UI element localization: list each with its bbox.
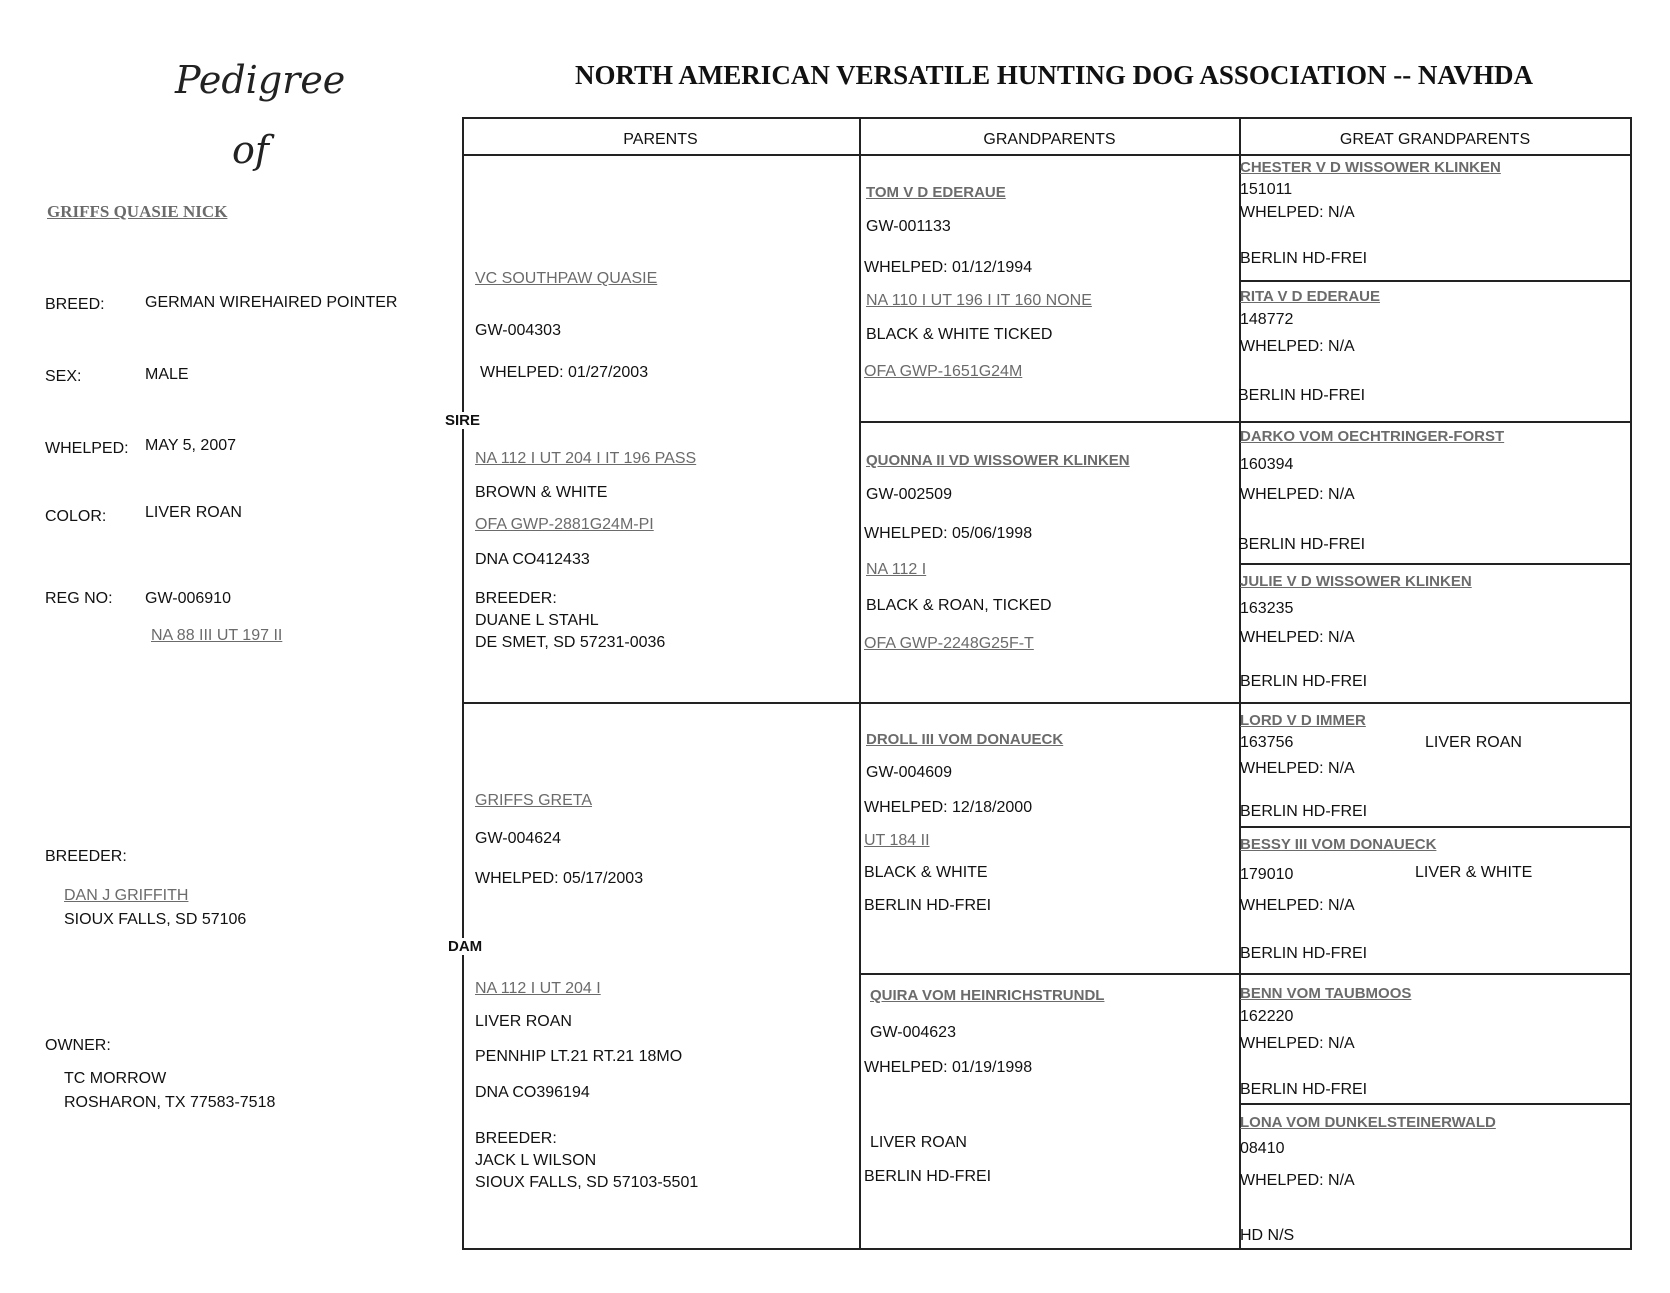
col-grandparents: GRANDPARENTS — [983, 131, 1116, 148]
sire-name[interactable]: VC SOUTHPAW QUASIE — [475, 270, 658, 287]
ggp-8-hd: HD N/S — [1240, 1227, 1295, 1244]
gp-sd-reg: GW-002509 — [866, 486, 952, 503]
gp-dd-whelped: WHELPED: 01/19/1998 — [864, 1059, 1033, 1076]
ggp-2-hd: BERLIN HD-FREI — [1238, 387, 1366, 404]
whelped-label: WHELPED: — [45, 440, 129, 457]
dog-name[interactable]: GRIFFS QUASIE NICK — [47, 202, 228, 221]
breeder-label: BREEDER: — [45, 848, 127, 865]
dam-label: DAM — [448, 938, 483, 955]
dam-breeder-label: BREEDER: — [475, 1130, 557, 1147]
gp-ss-ofa[interactable]: OFA GWP-1651G24M — [864, 363, 1023, 380]
ggp-7-name[interactable]: BENN VOM TAUBMOOS — [1240, 985, 1412, 1002]
ggp-6-color: LIVER & WHITE — [1415, 864, 1533, 881]
ggp-3-reg: 160394 — [1240, 456, 1294, 473]
sire-dna: DNA CO412433 — [475, 551, 590, 568]
ggp-1-reg: 151011 — [1240, 181, 1293, 198]
sire-tests[interactable]: NA 112 I UT 204 I IT 196 PASS — [475, 450, 697, 467]
dam-dna: DNA CO396194 — [475, 1084, 590, 1101]
ggp-3-name[interactable]: DARKO VOM OECHTRINGER-FORST — [1240, 428, 1505, 445]
ggp-2-reg: 148772 — [1240, 311, 1294, 328]
ggp-5-whelped: WHELPED: N/A — [1240, 760, 1355, 777]
reg-label: REG NO: — [45, 590, 113, 607]
breed-label: BREED: — [45, 296, 105, 313]
gp-ss-name[interactable]: TOM V D EDERAUE — [866, 184, 1006, 201]
ggp-3-whelped: WHELPED: N/A — [1240, 486, 1355, 503]
pedigree-script-title: Pedigree — [175, 58, 346, 102]
ggp-4-reg: 163235 — [1240, 600, 1294, 617]
gp-ds-name[interactable]: DROLL III VOM DONAUECK — [866, 731, 1064, 748]
sire-color: BROWN & WHITE — [475, 484, 608, 501]
ggp-5-reg: 163756 — [1240, 734, 1294, 751]
ggp-6-hd: BERLIN HD-FREI — [1240, 945, 1368, 962]
page-header: NORTH AMERICAN VERSATILE HUNTING DOG ASSOCIATION -- NAVHDA — [575, 60, 1533, 90]
dam-color: LIVER ROAN — [475, 1013, 572, 1030]
gp-sd-ofa[interactable]: OFA GWP-2248G25F-T — [864, 635, 1034, 652]
ggp-8-reg: 08410 — [1240, 1140, 1285, 1157]
dam-whelped: WHELPED: 05/17/2003 — [475, 870, 644, 887]
ggp-6-reg: 179010 — [1240, 866, 1294, 883]
gp-ss-color: BLACK & WHITE TICKED — [866, 326, 1053, 343]
ggp-6-name[interactable]: BESSY III VOM DONAUECK — [1240, 836, 1437, 853]
gp-dd-reg: GW-004623 — [870, 1024, 956, 1041]
ggp-6-whelped: WHELPED: N/A — [1240, 897, 1355, 914]
ggp-5-hd: BERLIN HD-FREI — [1240, 803, 1368, 820]
dam-pennhip: PENNHIP LT.21 RT.21 18MO — [475, 1048, 683, 1065]
sire-reg: GW-004303 — [475, 322, 561, 339]
dam-tests[interactable]: NA 112 I UT 204 I — [475, 980, 601, 997]
ggp-8-name[interactable]: LONA VOM DUNKELSTEINERWALD — [1240, 1114, 1496, 1131]
reg-value: GW-006910 — [145, 590, 231, 607]
breed-value: GERMAN WIREHAIRED POINTER — [145, 294, 398, 311]
owner-label: OWNER: — [45, 1037, 111, 1054]
whelped-value: MAY 5, 2007 — [145, 437, 237, 454]
gp-sd-whelped: WHELPED: 05/06/1998 — [864, 525, 1033, 542]
gp-ds-color: BLACK & WHITE — [864, 864, 988, 881]
gp-ds-hd: BERLIN HD-FREI — [864, 897, 992, 914]
dam-breeder-city: SIOUX FALLS, SD 57103-5501 — [475, 1174, 699, 1191]
ggp-4-hd: BERLIN HD-FREI — [1240, 673, 1368, 690]
gp-ds-reg: GW-004609 — [866, 764, 952, 781]
sire-whelped: WHELPED: 01/27/2003 — [480, 364, 649, 381]
sire-breeder-label: BREEDER: — [475, 590, 557, 607]
breeder-city: SIOUX FALLS, SD 57106 — [64, 911, 247, 928]
ggp-7-hd: BERLIN HD-FREI — [1240, 1081, 1368, 1098]
sex-label: SEX: — [45, 368, 82, 385]
sire-breeder-city: DE SMET, SD 57231-0036 — [475, 634, 666, 651]
of-script-title: of — [232, 128, 269, 172]
breeder-name[interactable]: DAN J GRIFFITH — [64, 887, 189, 904]
ggp-2-name[interactable]: RITA V D EDERAUE — [1240, 288, 1381, 305]
gp-ss-reg: GW-001133 — [866, 218, 951, 235]
gp-ss-tests[interactable]: NA 110 I UT 196 I IT 160 NONE — [866, 292, 1092, 309]
gp-dd-hd: BERLIN HD-FREI — [864, 1168, 992, 1185]
owner-name: TC MORROW — [64, 1070, 167, 1087]
owner-city: ROSHARON, TX 77583-7518 — [64, 1094, 276, 1111]
sire-breeder-name: DUANE L STAHL — [475, 612, 599, 629]
ggp-5-name[interactable]: LORD V D IMMER — [1240, 712, 1366, 729]
ggp-2-whelped: WHELPED: N/A — [1240, 338, 1355, 355]
color-value: LIVER ROAN — [145, 504, 242, 521]
gp-ss-whelped: WHELPED: 01/12/1994 — [864, 259, 1033, 276]
gp-dd-name[interactable]: QUIRA VOM HEINRICHSTRUNDL — [870, 987, 1105, 1004]
ggp-4-whelped: WHELPED: N/A — [1240, 629, 1355, 646]
dam-breeder-name: JACK L WILSON — [475, 1152, 597, 1169]
ggp-8-whelped: WHELPED: N/A — [1240, 1172, 1355, 1189]
ggp-3-hd: BERLIN HD-FREI — [1238, 536, 1366, 553]
ggp-5-color: LIVER ROAN — [1425, 734, 1522, 751]
sire-ofa[interactable]: OFA GWP-2881G24M-PI — [475, 516, 654, 533]
ggp-1-name[interactable]: CHESTER V D WISSOWER KLINKEN — [1240, 159, 1501, 176]
gp-dd-color: LIVER ROAN — [870, 1134, 967, 1151]
ggp-4-name[interactable]: JULIE V D WISSOWER KLINKEN — [1240, 573, 1472, 590]
gp-ds-tests[interactable]: UT 184 II — [864, 832, 930, 849]
ggp-7-reg: 162220 — [1240, 1008, 1294, 1025]
gp-sd-tests[interactable]: NA 112 I — [866, 561, 927, 578]
color-label: COLOR: — [45, 508, 107, 525]
ggp-1-hd: BERLIN HD-FREI — [1240, 250, 1368, 267]
sire-label: SIRE — [445, 412, 481, 429]
gp-ds-whelped: WHELPED: 12/18/2000 — [864, 799, 1033, 816]
dam-name[interactable]: GRIFFS GRETA — [475, 792, 593, 809]
sex-value: MALE — [145, 366, 189, 383]
ggp-7-whelped: WHELPED: N/A — [1240, 1035, 1355, 1052]
col-great-grandparents: GREAT GRANDPARENTS — [1339, 131, 1531, 148]
dam-reg: GW-004624 — [475, 830, 561, 847]
ggp-1-whelped: WHELPED: N/A — [1240, 204, 1355, 221]
col-parents: PARENTS — [623, 131, 698, 148]
gp-sd-name[interactable]: QUONNA II VD WISSOWER KLINKEN — [866, 452, 1130, 469]
dog-tests[interactable]: NA 88 III UT 197 II — [151, 627, 283, 644]
gp-sd-color: BLACK & ROAN, TICKED — [866, 597, 1052, 614]
